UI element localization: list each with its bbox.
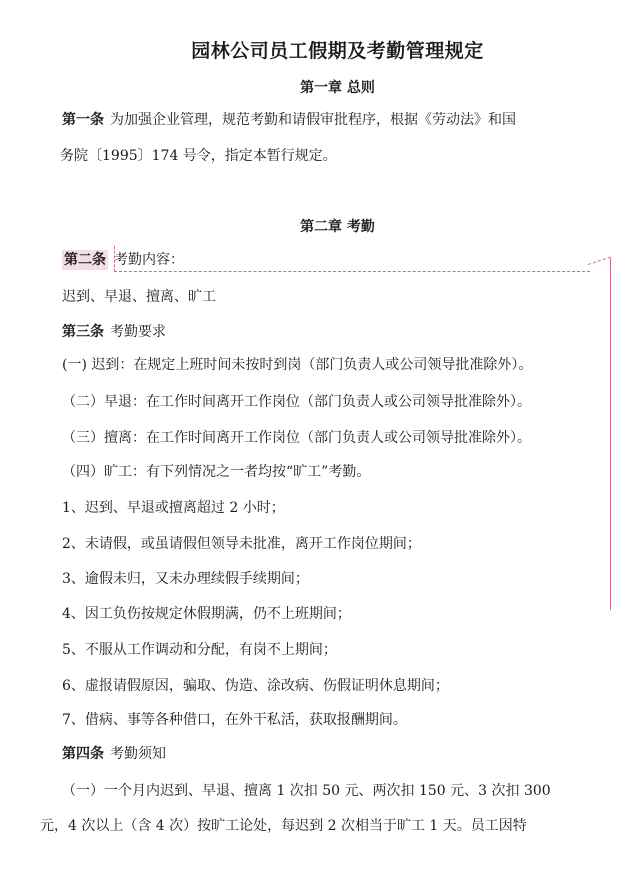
comment-connector-line: [114, 271, 590, 272]
article-4-text: 考勤须知: [110, 746, 166, 762]
article-3-item: 2、未请假，或虽请假但领导未批准，离开工作岗位期间；: [62, 536, 421, 552]
article-3-item: （二）早退：在工作时间离开工作岗位（部门负责人或公司领导批准除外）。: [62, 394, 531, 410]
comment-margin-bar: [610, 258, 611, 610]
article-1-line-2: 务院〔1995〕174 号令，指定本暂行规定。: [60, 148, 337, 164]
chapter-heading-1: 第一章 总则: [300, 80, 375, 96]
article-3-item: 4、因工负伤按规定休假期满，仍不上班期间；: [62, 606, 351, 622]
article-4-line: [62, 744, 166, 764]
article-1-label: 第一条: [62, 112, 104, 128]
page-title: 园林公司员工假期及考勤管理规定: [191, 40, 484, 62]
article-3-item: (一) 迟到：在规定上班时间未按时到岗（部门负责人或公司领导批准除外）。: [62, 357, 533, 373]
article-3-item: （四）旷工：有下列情况之一者均按“旷工”考勤。: [62, 464, 371, 480]
article-3-item: 7、借病、事等各种借口，在外干私活，获取报酬期间。: [62, 712, 407, 728]
article-3-item: 3、逾假未归，又未办理续假手续期间；: [62, 571, 309, 587]
comment-connector-diagonal: [588, 257, 611, 265]
article-3-item: （三）擅离：在工作时间离开工作岗位（部门负责人或公司领导批准除外）。: [62, 430, 531, 446]
article-4-label: 第四条: [62, 746, 104, 762]
article-3-item: 5、不服从工作调动和分配，有岗不上期间；: [62, 642, 337, 658]
article-3-text: 考勤要求: [110, 324, 166, 340]
article-3-label: 第三条: [62, 324, 104, 340]
article-2-line: [62, 250, 184, 270]
article-4-paragraph-2: 元，4 次以上（含 4 次）按旷工论处，每迟到 2 次相当于旷工 1 天。员工因特: [40, 818, 527, 834]
article-1-text: 为加强企业管理，规范考勤和请假审批程序，根据《劳动法》和国: [110, 112, 516, 128]
article-3-item: 6、虚报请假原因，骗取、伪造、涂改病、伤假证明休息期间；: [62, 678, 449, 694]
article-2-label[interactable]: 第二条: [64, 252, 106, 268]
article-2-text: 考勤内容：: [114, 252, 184, 268]
article-2-content: 迟到、早退、擅离、旷工: [62, 289, 216, 305]
article-4-paragraph-1: （一）一个月内迟到、早退、擅离 1 次扣 50 元、两次扣 150 元、3 次扣 300: [62, 783, 551, 799]
chapter-heading-2: 第二章 考勤: [300, 219, 375, 235]
article-3-item: 1、迟到、早退或擅离超过 2 小时；: [62, 500, 285, 516]
article-3-line: [62, 322, 166, 342]
article-1-line-1: [62, 110, 516, 130]
